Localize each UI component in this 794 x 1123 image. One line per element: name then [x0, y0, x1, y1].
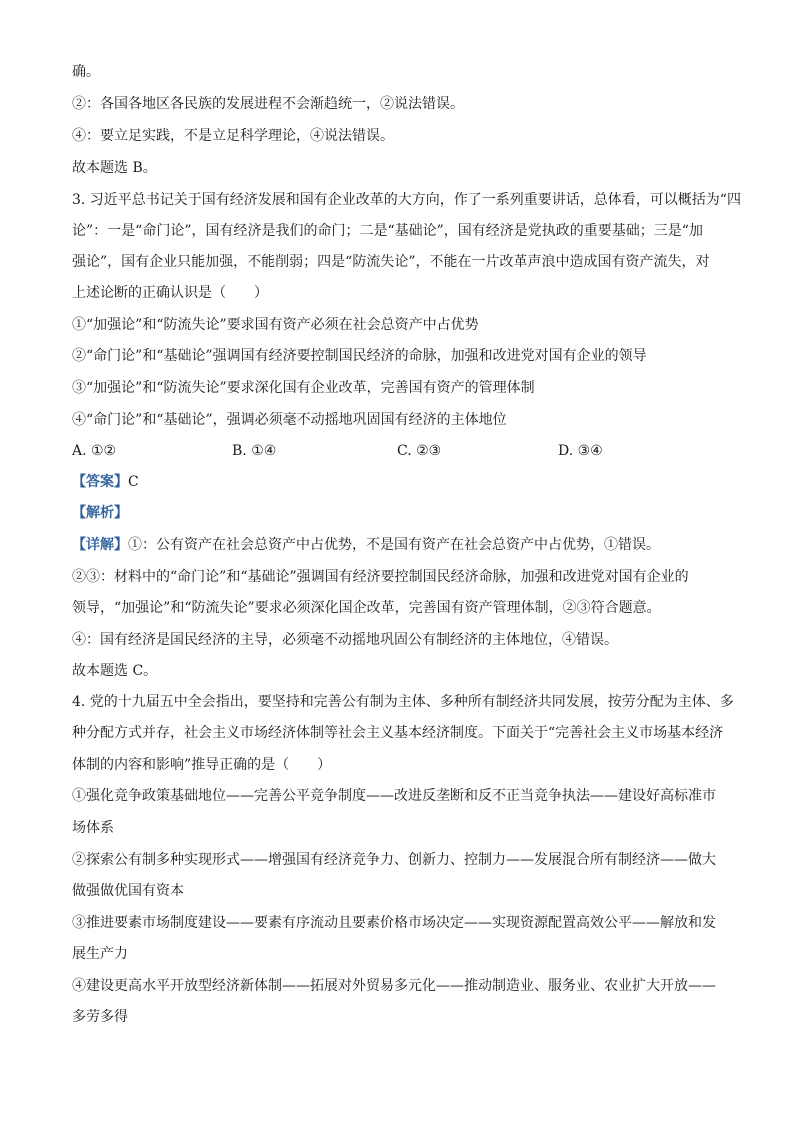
text-line: ②：各国各地区各民族的发展进程不会渐趋统一，②说法错误。 [72, 96, 464, 112]
statement-item: 场体系 [72, 820, 114, 836]
analysis-tag: 【解析】 [72, 505, 128, 521]
text-line: 故本题选 C。 [72, 663, 158, 679]
statement-item: ④建设更高水平开放型经济新体制——拓展对外贸易多元化——推动制造业、服务业、农业扩大开放—— [72, 978, 716, 994]
question-4-stem: 体制的内容和影响”推导正确的是（ ） [72, 757, 332, 773]
question-4-stem: 4. 党的十九届五中全会指出，要坚持和完善公有制为主体、多种所有制经济共同发展，按劳分配为主体、多 [72, 694, 734, 710]
option-b: B. ①④ [232, 443, 277, 459]
text-line: 故本题选 B。 [72, 160, 157, 176]
answer-tag: 【答案】 [72, 474, 128, 490]
question-3-stem: 3. 习近平总书记关于国有经济发展和国有企业改革的大方向，作了一系列重要讲话，总体看，可以概括为“四 [72, 192, 741, 208]
question-4-stem: 种分配方式并存，社会主义市场经济体制等社会主义基本经济制度。下面关于“完善社会主义市场基本经济 [72, 725, 724, 741]
option-c: C. ②③ [397, 443, 442, 459]
statement-item: ②“命门论”和“基础论”强调国有经济要控制国民经济的命脉，加强和改进党对国有企业的领导 [72, 348, 647, 364]
statement-item: 多劳多得 [72, 1009, 128, 1025]
text-line: ④：要立足实践，不是立足科学理论，④说法错误。 [72, 128, 394, 144]
question-3-stem: 上述论断的正确认识是（ ） [72, 285, 268, 301]
statement-item: ③“加强论”和“防流失论”要求深化国有企业改革，完善国有资产的管理体制 [72, 380, 535, 396]
question-3-stem: 强论”，国有企业只能加强，不能削弱；四是“防流失论”，不能在一片改革声浪中造成国有资产流失，对 [72, 254, 710, 270]
analysis-line [72, 503, 732, 523]
answer-line [72, 472, 732, 492]
statement-item: ①强化竞争政策基础地位——完善公平竞争制度——改进反垄断和反不正当竞争执法——建设好高标准市 [72, 788, 716, 804]
text-line: 确。 [72, 64, 100, 80]
detail-tag: 【详解】 [72, 537, 128, 553]
text-line: 领导，“加强论”和“防流失论”要求必须深化国企改革，完善国有资产管理体制，②③符合题意。 [72, 600, 661, 616]
answer-value: C [128, 474, 139, 490]
statement-item: ①“加强论”和“防流失论”要求国有资产必须在社会总资产中占优势 [72, 317, 479, 333]
answer-options [72, 441, 732, 461]
option-d: D. ③④ [558, 443, 603, 459]
statement-item: 做强做优国有资本 [72, 883, 184, 899]
option-a: A. ①② [72, 443, 117, 459]
question-3-stem: 论”：一是“命门论”，国有经济是我们的命门；二是“基础论”，国有经济是党执政的重要基础；三是“加 [72, 223, 703, 239]
statement-item: 展生产力 [72, 946, 128, 962]
text-line: ②③：材料中的“命门论”和“基础论”强调国有经济要控制国民经济命脉，加强和改进党对国有企业的 [72, 569, 689, 585]
statement-item: ④“命门论”和“基础论”，强调必须毫不动摇地巩固国有经济的主体地位 [72, 412, 507, 428]
statement-item: ②探索公有制多种实现形式——增强国有经济竞争力、创新力、控制力——发展混合所有制经济——做大 [72, 852, 716, 868]
text-line: ④：国有经济是国民经济的主导，必须毫不动摇地巩固公有制经济的主体地位，④错误。 [72, 632, 618, 648]
statement-item: ③推进要素市场制度建设——要素有序流动且要素价格市场决定——实现资源配置高效公平——解放和发 [72, 915, 716, 931]
detail-line [72, 535, 732, 555]
detail-text: ①：公有资产在社会总资产中占优势，不是国有资产在社会总资产中占优势，①错误。 [128, 537, 660, 553]
